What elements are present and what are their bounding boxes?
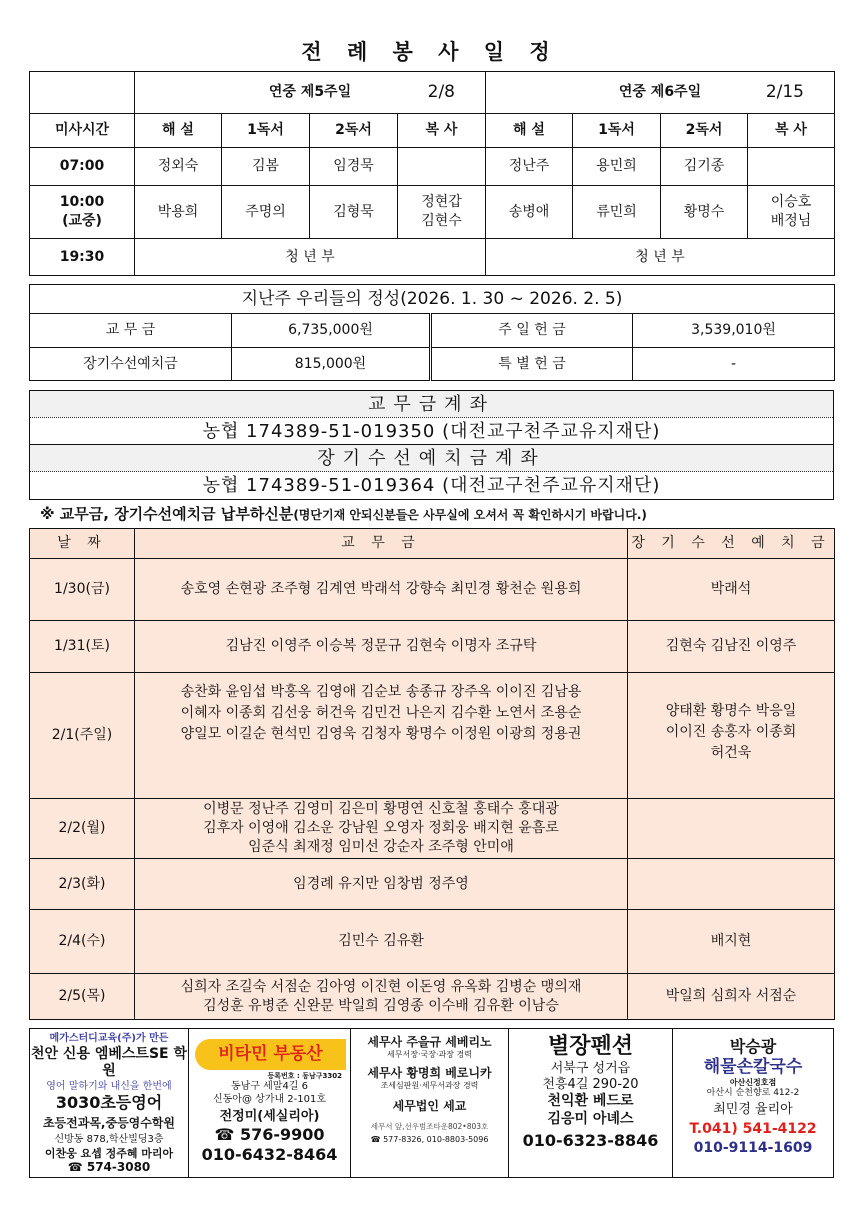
- ad-tax: [351, 1029, 509, 1177]
- ad-pension: [509, 1029, 673, 1177]
- week-date: 2/8: [427, 82, 455, 102]
- ad-name: 세무법인 세교: [392, 1099, 467, 1113]
- ad-phone: 010-9114-1609: [693, 1140, 813, 1157]
- ad-phone: T.041) 541-4122: [689, 1120, 817, 1137]
- repair-cell: 양태환 황명수 박응일 이이진 송홍자 이종회 허건욱: [628, 673, 835, 799]
- tithe-cell: 송호영 손현광 조주형 김계연 박래석 강향숙 최민경 황천순 원용희: [135, 559, 628, 621]
- ad-line: 세무서장·국장·과장 경력: [387, 1050, 472, 1059]
- col-header-date: 날 짜: [30, 529, 135, 559]
- youth-cell: 청 년 부: [135, 239, 486, 276]
- role-header: 해 설: [135, 114, 222, 148]
- notice: [40, 503, 647, 524]
- ad-name: 비타민 부동산: [195, 1039, 346, 1070]
- repair-cell: 박래석: [628, 559, 835, 621]
- server-cell: 이승호 배정님: [748, 186, 835, 239]
- ad-address: 세무서 앞,선우범조타운802•803호: [370, 1122, 489, 1131]
- ad-realestate: [189, 1029, 351, 1177]
- offering-value: 3,539,010원: [633, 314, 835, 348]
- offering-table: [29, 284, 835, 381]
- date-cell: 2/4(수): [30, 910, 135, 974]
- offering-value: 815,000원: [232, 348, 431, 381]
- offering-value: -: [633, 348, 835, 381]
- server-cell: [398, 148, 486, 186]
- server-cell: 김형묵: [310, 186, 398, 239]
- youth-cell: 청 년 부: [486, 239, 835, 276]
- repair-cell: [628, 799, 835, 859]
- ad-line: 3030초등영어: [55, 1093, 163, 1112]
- account-number: 농협 174389-51-019364 (대전교구천주교유지재단): [202, 475, 661, 496]
- ad-name: 세무사 황명희 베로니카: [367, 1066, 492, 1080]
- account-title: 장기수선예치금계좌: [30, 445, 833, 472]
- ad-phone: ☎ 574-3080: [67, 1160, 151, 1175]
- date-cell: 2/2(월): [30, 799, 135, 859]
- server-cell: 정난주: [486, 148, 573, 186]
- server-cell: 용민희: [573, 148, 661, 186]
- ad-line: 조세심판원·세무서과장 경력: [380, 1081, 479, 1090]
- table-row: [30, 859, 835, 910]
- table-row: [30, 621, 835, 673]
- ad-name: 세무사 주을규 세베리노: [367, 1035, 492, 1049]
- role-header: 복 사: [748, 114, 835, 148]
- offering-label: 특 별 헌 금: [431, 348, 633, 381]
- week-date: 2/15: [765, 82, 804, 102]
- ad-owner: 천익환 베드로: [547, 1093, 634, 1109]
- corner-cell: [30, 72, 135, 114]
- server-cell: [748, 148, 835, 186]
- ad-academy: [30, 1029, 189, 1177]
- ad-owner: 박승광: [729, 1037, 777, 1056]
- table-row: [30, 910, 835, 974]
- server-cell: 정현갑 김현수: [398, 186, 486, 239]
- offering-title: 지난주 우리들의 정성(2026. 1. 30 ~ 2026. 2. 5): [30, 285, 835, 314]
- tithe-cell: 이병문 정난주 김영미 김은미 황명연 신호철 홍태수 홍대광 김후자 이영애 김소운 강남원 오영자 정회웅 배지현 윤흠로 임준식 최재정 임미선 강순자 조주형 안미애: [135, 799, 628, 859]
- time-header: 미사시간: [30, 114, 135, 148]
- role-header: 2독서: [310, 114, 398, 148]
- ad-noodle: [673, 1029, 833, 1177]
- mass-time: 10:00 (교중): [30, 186, 135, 239]
- week-name: 연중 제5주일: [268, 84, 352, 100]
- mass-time: 07:00: [30, 148, 135, 186]
- bank-accounts: [29, 390, 834, 500]
- date-cell: 2/3(화): [30, 859, 135, 910]
- repair-cell: 박일희 심희자 서점순: [628, 974, 835, 1020]
- ad-owner: 최민경 율리아: [713, 1101, 793, 1117]
- date-cell: 1/30(금): [30, 559, 135, 621]
- date-cell: 1/31(토): [30, 621, 135, 673]
- ad-phone: 010-6323-8846: [522, 1131, 659, 1150]
- liturgy-schedule-table: [29, 71, 835, 276]
- server-cell: 김기종: [661, 148, 748, 186]
- server-cell: 황명수: [661, 186, 748, 239]
- table-row: [30, 799, 835, 859]
- server-cell: 박용희: [135, 186, 222, 239]
- ad-line: 영어 말하기와 내신을 한번에: [46, 1080, 172, 1092]
- table-row: [30, 559, 835, 621]
- mass-time: 19:30: [30, 239, 135, 276]
- ad-address: 천흥4길 290-20: [542, 1076, 639, 1092]
- week-name: 연중 제6주일: [618, 84, 702, 100]
- page-title: 전 례 봉 사 일 정: [301, 40, 559, 64]
- role-header: 1독서: [222, 114, 310, 148]
- ad-line: 초등전과목,중등영수학원: [42, 1116, 176, 1130]
- repair-cell: 김현숙 김남진 이영주: [628, 621, 835, 673]
- ad-phone: 010-6432-8464: [201, 1145, 338, 1165]
- server-cell: 김봄: [222, 148, 310, 186]
- repair-cell: [628, 859, 835, 910]
- sponsor-ads: [29, 1028, 834, 1178]
- ad-phone: ☎ 577-8326, 010-8803-5096: [370, 1135, 489, 1145]
- ad-address: 신방동 878,학산빌딩3층: [54, 1134, 164, 1145]
- role-header: 1독서: [573, 114, 661, 148]
- repair-cell: 배지현: [628, 910, 835, 974]
- col-header-repair: 장 기 수 선 예 치 금: [628, 529, 835, 559]
- col-header-tithe: 교 무 금: [135, 529, 628, 559]
- notice-sub: (명단기재 안되신분들은 사무실에 오셔서 꼭 확인하시기 바랍니다.): [293, 508, 647, 522]
- notice-main: ※ 교무금, 장기수선예치금 납부하신분: [40, 505, 294, 523]
- tithe-cell: 김남진 이영주 이승복 정문규 김현숙 이명자 조규탁: [135, 621, 628, 673]
- ad-owner: 전정미(세실리아): [219, 1109, 320, 1124]
- ad-address: 신동아@ 상가내 2-101호: [212, 1093, 327, 1105]
- offering-label: 교 무 금: [30, 314, 232, 348]
- ad-line: 메가스터디교육(주)가 만든: [49, 1033, 169, 1044]
- account-title: 교무금계좌: [30, 391, 833, 418]
- ad-line: 아산신정호점: [729, 1078, 777, 1088]
- table-row: [30, 673, 835, 799]
- server-cell: 송병애: [486, 186, 573, 239]
- role-header: 2독서: [661, 114, 748, 148]
- tithe-cell: 김민수 김유환: [135, 910, 628, 974]
- ad-address: 동남구 세말4길 6: [230, 1081, 309, 1092]
- week-header: [135, 72, 486, 114]
- server-cell: 주명의: [222, 186, 310, 239]
- server-cell: 류민희: [573, 186, 661, 239]
- tithe-cell: 송찬화 윤임섭 박홍옥 김영애 김순보 송종규 장주옥 이이진 김남용 이혜자 이종회 김선웅 허건욱 김민건 나은지 김수환 노연서 조용순 양일모 이길순 현석민 김영욱 김청자 황명수 이정원 이광희 정용권: [135, 673, 628, 799]
- tithe-cell: 심희자 조길숙 서점순 김아영 이진현 이돈영 유옥화 김병순 맹의재 김성훈 유병준 신완문 박일희 김영종 이수배 김유환 이남승: [135, 974, 628, 1020]
- role-header: 해 설: [486, 114, 573, 148]
- week-header: [486, 72, 835, 114]
- ad-name: 해물손칼국수: [703, 1057, 803, 1077]
- donor-table: [29, 528, 835, 1020]
- ad-address: 아산시 순천향로 412-2: [706, 1088, 800, 1099]
- offering-value: 6,735,000원: [232, 314, 431, 348]
- ad-owner: 이찬웅 요셉 정주혜 마리아: [44, 1146, 174, 1160]
- ad-owner: 김응미 아녜스: [547, 1110, 634, 1127]
- date-cell: 2/5(목): [30, 974, 135, 1020]
- tithe-cell: 임경례 유지만 임창범 정주영: [135, 859, 628, 910]
- role-header: 복 사: [398, 114, 486, 148]
- offering-label: 주 일 헌 금: [431, 314, 633, 348]
- ad-line: 등록번호 : 동남구3302: [267, 1072, 342, 1081]
- table-row: [30, 974, 835, 1020]
- date-cell: 2/1(주일): [30, 673, 135, 799]
- server-cell: 정외숙: [135, 148, 222, 186]
- ad-address: 서북구 성거읍: [550, 1060, 631, 1076]
- ad-name: 천안 신용 엠베스트SE 학원: [31, 1045, 187, 1079]
- account-number: 농협 174389-51-019350 (대전교구천주교유지재단): [30, 418, 833, 445]
- ad-name: 별장펜션: [547, 1033, 633, 1059]
- server-cell: 임경묵: [310, 148, 398, 186]
- offering-label: 장기수선예치금: [30, 348, 232, 381]
- ad-phone: ☎ 576-9900: [214, 1125, 325, 1145]
